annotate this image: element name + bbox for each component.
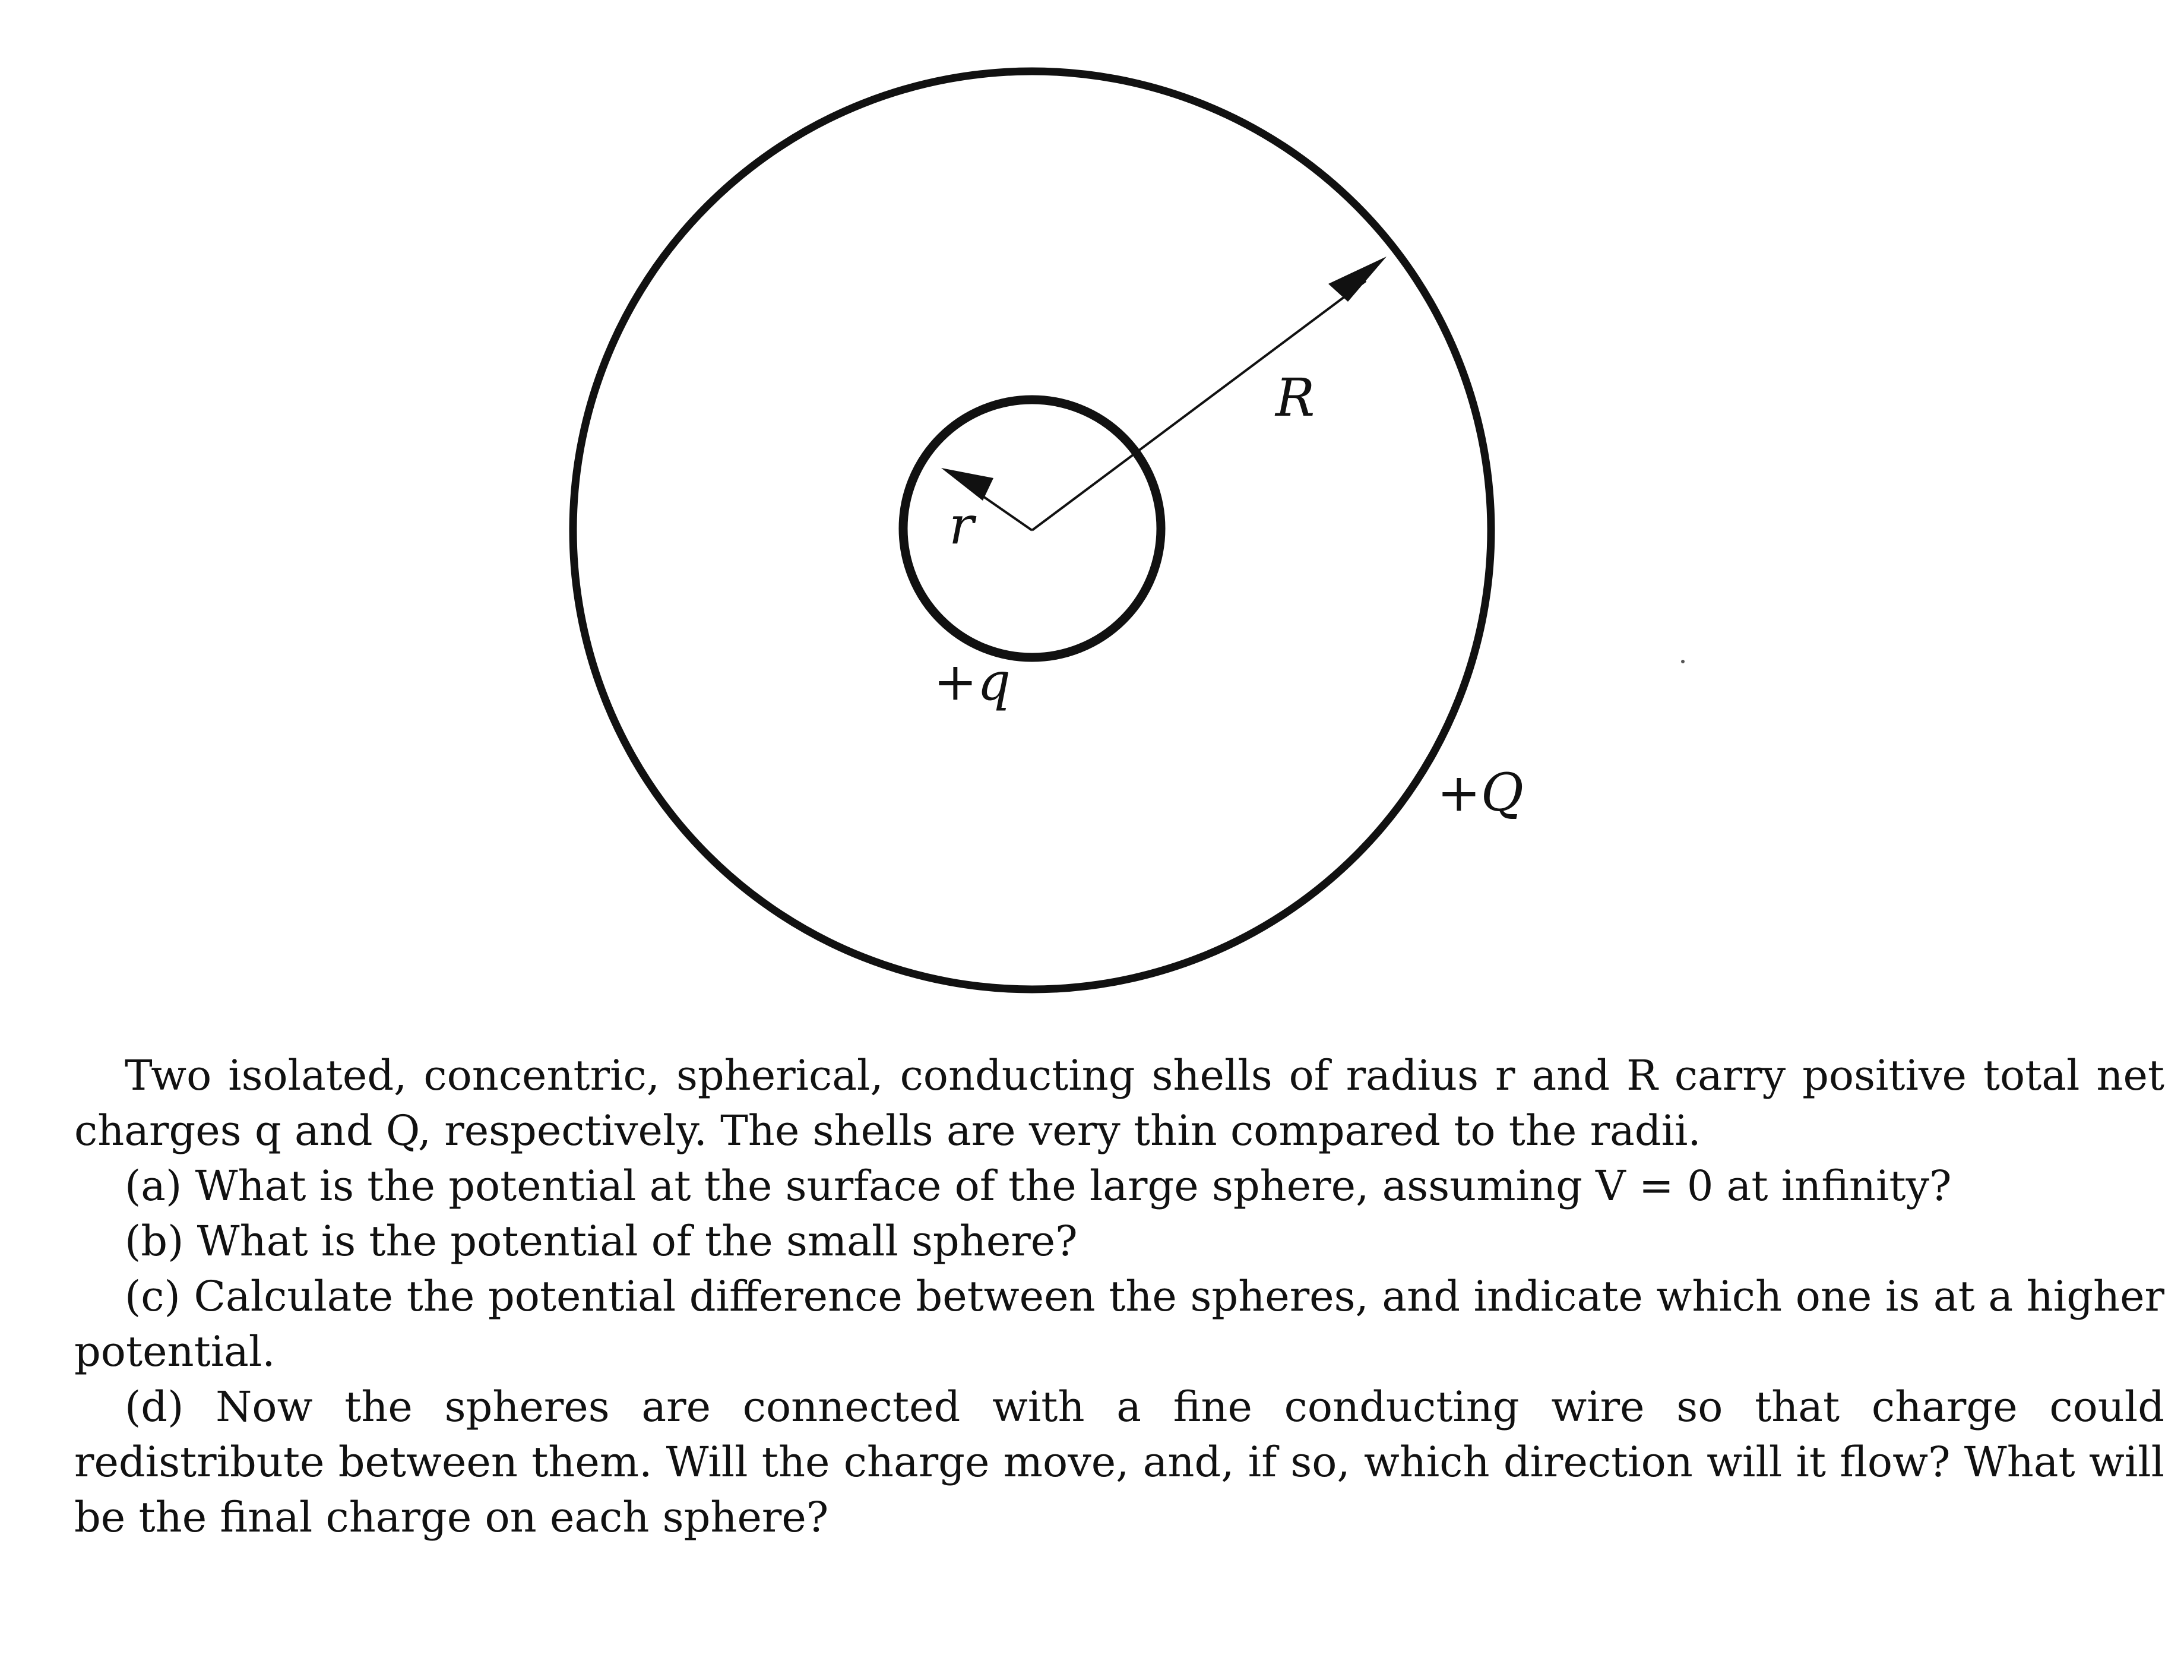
outer-charge-label: +Q — [1437, 762, 1524, 823]
inner-shell — [903, 400, 1161, 657]
outer-radius-arrowhead — [1328, 257, 1387, 302]
part-c: (c) Calculate the potential difference between the spheres, and indicate which one is at a higher potential. — [74, 1272, 2164, 1376]
problem-statement — [74, 1048, 2164, 1545]
inner-radius-label: r — [949, 495, 974, 556]
stray-dot — [1681, 660, 1685, 663]
inner-charge-label: +q — [933, 651, 1011, 712]
part-d: (d) Now the spheres are connected with a fine conducting wire so that charge could redistribute between them. Will the charge move, and, if so, which direction will it flow? What will be the final charge on each sphere? — [74, 1382, 2164, 1542]
part-b: (b) What is the potential of the small sphere? — [125, 1217, 1078, 1265]
part-a: (a) What is the potential at the surface of the large sphere, assuming V = 0 at infinity? — [125, 1162, 1952, 1210]
outer-radius-label: R — [1275, 367, 1315, 428]
problem-intro: Two isolated, concentric, spherical, conducting shells of radius r and R carry positive total net charges q and Q, respectively. The shells are very thin compared to the radii. — [74, 1051, 2164, 1155]
